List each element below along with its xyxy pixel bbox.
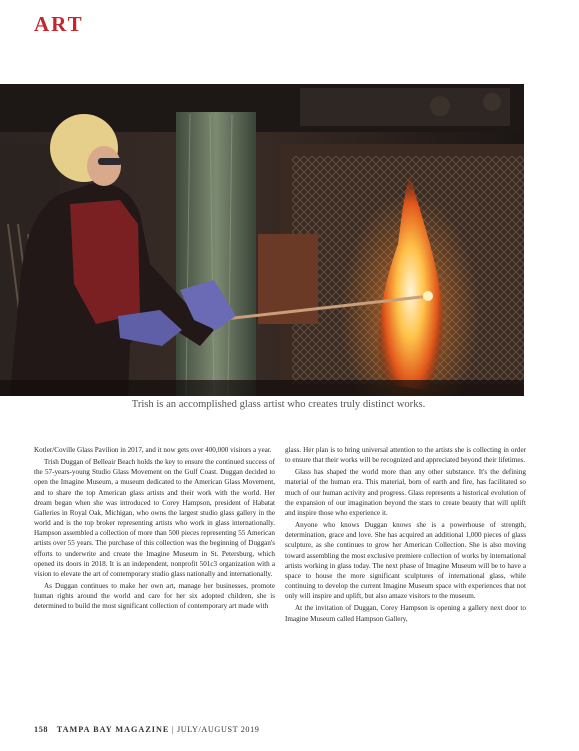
- glass-furnace-photo: [0, 84, 524, 396]
- section-label: ART: [34, 12, 84, 36]
- paragraph: Kotler/Coville Glass Pavilion in 2017, and it now gets over 400,000 visitors a year.: [34, 446, 272, 454]
- article-column-right: [285, 445, 526, 624]
- paragraph: As Duggan continues to make her own art, manage her businesses, promote human rights around the world and care for her six adopted children, she is determined to build the most significant collection of contemporary art made with: [34, 582, 275, 611]
- page-footer: [34, 725, 259, 734]
- article-column-left: [34, 445, 275, 612]
- paragraph: Anyone who knows Duggan knows she is a powerhouse of strength, determination, grace and love. She has acquired an additional 1,000 pieces of glass sculpture, as she continues to grow her American Collection. She is also moving toward assembling the most exclusive premiere collection of works by international artists working in glass today. The next phase of Imagine Museum will be to have a space to house the more significant sculptures of international glass, while continuing to develop the current Imagine Museum space with experiences that not only will inspire and uplift, but also amaze visitors to the museum.: [285, 521, 526, 601]
- photo-caption: Trish is an accomplished glass artist who creates truly distinct works.: [131, 399, 426, 410]
- issue-date: JULY/AUGUST 2019: [176, 725, 260, 734]
- paragraph: Glass has shaped the world more than any other substance. It's the defining material of the human era. This material, born of earth and fire, has facilitated so much of our human activity and progress. Glass represents a historical evolution of the expansion of our imagination beyond the stars to create beauty that will uplift and inspire those who experience it.: [285, 468, 526, 517]
- page-number: 158: [34, 725, 49, 734]
- paragraph: Trish Duggan of Belleair Beach holds the key to ensure the continued success of the 57-years-young Studio Glass Movement on the Gulf Coast. Duggan decided to open the Imagine Museum, a museum dedicated to the American Glass Movement, and to share the top American glass artists and their work with the world. Her dream began when she was introduced to Corey Hampson, president of Habatat Galleries in Royal Oak, Michigan, who owns the largest studio glass gallery in the world and is the top broker representing artists who work in glass internationally. Hampson assembled a collection of more than 500 pieces representing 55 American artists over 55 years. The purchase of this collection was the beginning of Duggan's efforts to underwrite and create the Imagine Museum in St. Petersburg, which opened its doors in 2018. It is an independent, nonprofit 501c3 organization with a vision to elevate the art of contemporary studio glass nationally and internationally.: [34, 458, 275, 578]
- paragraph: At the invitation of Duggan, Corey Hampson is opening a gallery next door to Imagine Museum called Hampson Gallery,: [285, 604, 526, 623]
- magazine-name: TAMPA BAY MAGAZINE: [56, 725, 170, 734]
- footer-separator: |: [172, 725, 175, 734]
- feature-photo: [0, 84, 524, 396]
- paragraph: glass. Her plan is to bring universal attention to the artists she is collecting in order to ensure that their works will be recognized and appreciated beyond their lifetimes.: [285, 446, 526, 465]
